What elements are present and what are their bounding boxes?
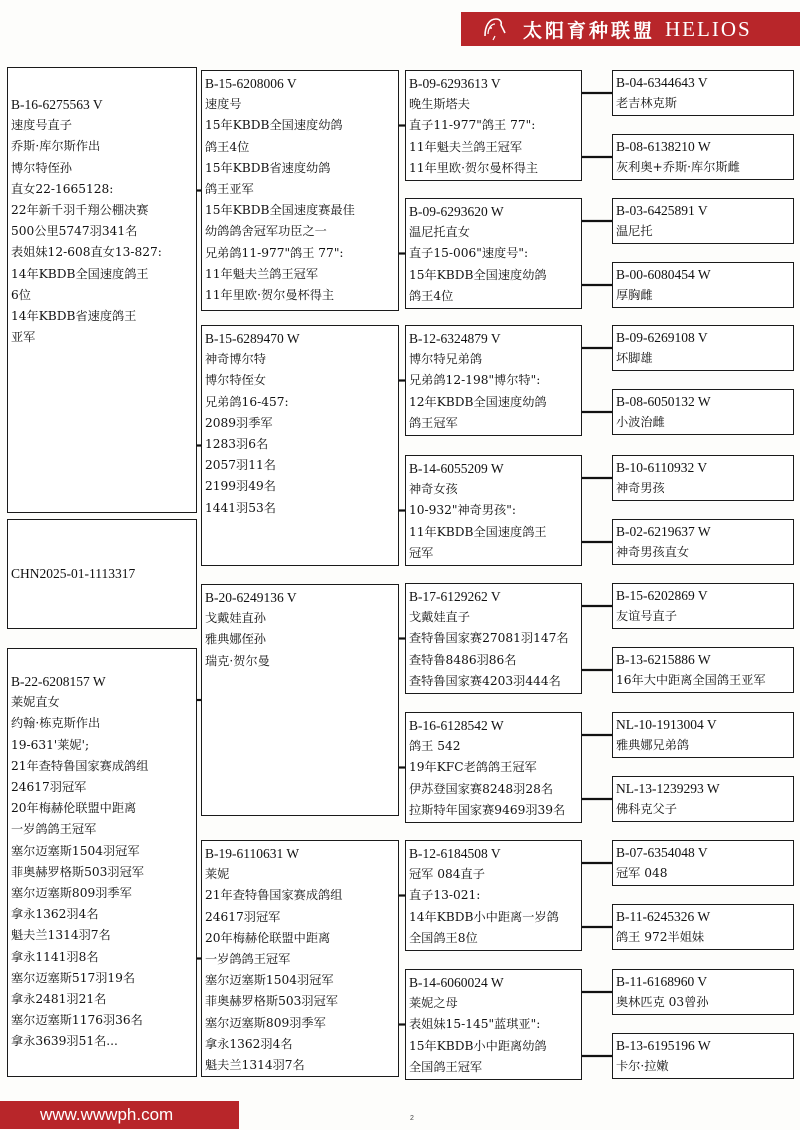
card-line: 拿永2481羽21名 bbox=[11, 992, 107, 1007]
card-line: 10-932"神奇男孩": bbox=[409, 503, 516, 518]
card-line: 查特鲁8486羽86名 bbox=[409, 652, 517, 667]
card-line: 塞尔迈塞斯809羽季军 bbox=[205, 1015, 326, 1030]
great-great-grandparent-card bbox=[612, 904, 794, 950]
card-line: 约翰·栋克斯作出 bbox=[11, 716, 101, 731]
card-line: 友谊号直子 bbox=[616, 609, 677, 623]
great-grandparent-card bbox=[405, 840, 582, 951]
card-line: 雅典娜侄孙 bbox=[205, 632, 266, 647]
sire-card bbox=[7, 67, 197, 513]
card-line: 雅典娜兄弟鸽 bbox=[616, 738, 690, 752]
card-line: 21年查特鲁国家赛成鸽组 bbox=[205, 888, 343, 903]
ring-id: B-04-6344643 V bbox=[616, 75, 708, 90]
card-line: 14年KBDB小中距离一岁鸽 bbox=[409, 909, 559, 924]
card-line: 1283羽6名 bbox=[205, 437, 269, 452]
card-line: 幼鸽鸽舍冠军功臣之一 bbox=[205, 224, 327, 239]
great-great-grandparent-card bbox=[612, 134, 794, 180]
website-link[interactable]: www.wwwph.com bbox=[40, 1105, 174, 1124]
card-line: 神奇女孩 bbox=[409, 482, 458, 497]
card-line: 拿永3639羽51名... bbox=[11, 1034, 118, 1049]
card-line: 鸽王亚军 bbox=[205, 182, 254, 197]
ring-number: CHN2025-01-1113317 bbox=[11, 566, 136, 582]
ring-id: B-09-6269108 V bbox=[616, 330, 708, 345]
grandparent-card bbox=[201, 584, 399, 816]
card-line: 魁夫兰1314羽7名 bbox=[11, 928, 111, 943]
great-great-grandparent-card bbox=[612, 647, 794, 693]
ring-id: B-09-6293620 W bbox=[409, 204, 504, 219]
card-line: 直女22-1665128: bbox=[11, 181, 114, 196]
card-line: 一岁鸽鸽王冠军 bbox=[11, 822, 97, 837]
great-great-grandparent-card bbox=[612, 840, 794, 886]
great-great-grandparent-card bbox=[612, 776, 794, 822]
website-footer bbox=[0, 1101, 239, 1129]
great-grandparent-card bbox=[405, 198, 582, 309]
card-line: 11年里欧·贺尔曼杯得主 bbox=[409, 160, 539, 175]
card-line: 16年大中距离全国鸽王亚军 bbox=[616, 673, 766, 687]
card-line: 全国鸽王冠军 bbox=[409, 1059, 483, 1074]
card-line: 冠军 bbox=[409, 545, 434, 560]
card-line: 24617羽冠军 bbox=[11, 780, 87, 795]
card-line: 鸽王4位 bbox=[409, 288, 454, 303]
great-great-grandparent-card bbox=[612, 198, 794, 244]
card-line: 2089羽季军 bbox=[205, 415, 273, 430]
card-line: 6位 bbox=[11, 287, 31, 302]
card-line: 菲奥赫罗格斯503羽冠军 bbox=[205, 994, 338, 1009]
page-number: 2 bbox=[410, 1115, 414, 1122]
ring-id: B-16-6128542 W bbox=[409, 718, 504, 733]
ring-id: B-08-6050132 W bbox=[616, 394, 711, 409]
card-line: 15年KBDB小中距离幼鸽 bbox=[409, 1038, 547, 1053]
ring-id: B-16-6275563 V bbox=[11, 97, 103, 112]
card-line: 奥林匹克 03曾孙 bbox=[616, 995, 709, 1009]
card-line: 塞尔迈塞斯809羽季军 bbox=[11, 886, 132, 901]
card-line: 15年KBDB全国速度幼鸽 bbox=[205, 118, 343, 133]
card-line: 兄弟鸽12-198"博尔特": bbox=[409, 373, 541, 388]
card-line: 20年梅赫伦联盟中距离 bbox=[11, 801, 137, 816]
ring-id: B-20-6249136 V bbox=[205, 590, 297, 605]
card-line: 兄弟鸽16-457: bbox=[205, 394, 289, 409]
great-great-grandparent-card bbox=[612, 262, 794, 308]
card-line: 鸽王冠军 bbox=[409, 415, 458, 430]
card-line: 500公里5747羽341名 bbox=[11, 224, 138, 239]
ring-id: B-09-6293613 V bbox=[409, 76, 501, 91]
grandparent-card bbox=[201, 840, 399, 1077]
card-line: 12年KBDB全国速度幼鸽 bbox=[409, 394, 547, 409]
card-line: 亚军 bbox=[11, 330, 36, 345]
card-line: 20年梅赫伦联盟中距离 bbox=[205, 930, 331, 945]
great-great-grandparent-card bbox=[612, 389, 794, 435]
card-line: 查特鲁国家赛4203羽444名 bbox=[409, 673, 561, 688]
card-line: 晚生斯塔夫 bbox=[409, 97, 470, 112]
card-line: 塞尔迈塞斯1504羽冠军 bbox=[11, 843, 140, 858]
card-line: 19年KFC老鸽鸽王冠军 bbox=[409, 760, 537, 775]
card-line: 卡尔·拉嫩 bbox=[616, 1059, 669, 1073]
card-line: 鸽王 542 bbox=[409, 739, 461, 754]
great-grandparent-card bbox=[405, 969, 582, 1080]
ring-id: B-15-6208006 V bbox=[205, 76, 297, 91]
great-grandparent-card bbox=[405, 583, 582, 694]
ring-id: B-15-6202869 V bbox=[616, 588, 708, 603]
ring-id: B-11-6168960 V bbox=[616, 974, 708, 989]
brand-name-en: HELIOS bbox=[665, 16, 752, 41]
card-line: 1441羽53名 bbox=[205, 500, 276, 515]
card-line: 塞尔迈塞斯1504羽冠军 bbox=[205, 973, 334, 988]
ring-id: B-07-6354048 V bbox=[616, 845, 708, 860]
card-line: 小波治雌 bbox=[616, 415, 665, 429]
card-line: 莱妮直女 bbox=[11, 695, 60, 710]
card-line: 15年KBDB全国速度赛最佳 bbox=[205, 203, 355, 218]
card-line: 15年KBDB全国速度幼鸽 bbox=[409, 267, 547, 282]
great-great-grandparent-card bbox=[612, 325, 794, 371]
card-line: 塞尔迈塞斯1176羽36名 bbox=[11, 1013, 143, 1028]
ring-id: B-03-6425891 V bbox=[616, 203, 708, 218]
card-line: 22年新千羽千翔公棚决赛 bbox=[11, 203, 149, 218]
card-line: 19-631'莱妮'; bbox=[11, 737, 90, 752]
card-line: 2057羽11名 bbox=[205, 458, 276, 473]
ring-id: B-10-6110932 V bbox=[616, 460, 708, 475]
card-line: 11年里欧·贺尔曼杯得主 bbox=[205, 288, 335, 303]
card-line: 神奇男孩直女 bbox=[616, 545, 690, 559]
great-great-grandparent-card bbox=[612, 583, 794, 629]
card-line: 老吉林克斯 bbox=[616, 96, 677, 110]
brand-name-cn: 太阳育种联盟 bbox=[523, 19, 656, 42]
card-line: 拿永1362羽4名 bbox=[11, 907, 99, 922]
card-line: 11年魁夫兰鸽王冠军 bbox=[409, 139, 523, 154]
card-line: 14年KBDB省速度鸽王 bbox=[11, 309, 137, 324]
great-grandparent-card bbox=[405, 712, 582, 823]
dam-card bbox=[7, 648, 197, 1077]
ring-id: B-11-6245326 W bbox=[616, 909, 711, 924]
card-line: 拿永1141羽8名 bbox=[11, 949, 99, 964]
great-great-grandparent-card bbox=[612, 455, 794, 501]
card-line: 温尼托 bbox=[616, 224, 653, 238]
card-line: 鸽王4位 bbox=[205, 139, 250, 154]
great-grandparent-card bbox=[405, 325, 582, 436]
card-line: 直子11-977"鸽王 77": bbox=[409, 118, 536, 133]
card-line: 兄弟鸽11-977"鸽王 77": bbox=[205, 245, 344, 260]
ring-id: NL-13-1239293 W bbox=[616, 781, 720, 796]
card-line: 瑞克·贺尔曼 bbox=[205, 653, 270, 668]
ring-id: B-00-6080454 W bbox=[616, 267, 711, 282]
card-line: 魁夫兰1314羽7名 bbox=[205, 1058, 305, 1073]
card-line: 塞尔迈塞斯517羽19名 bbox=[11, 970, 136, 985]
ring-id: B-22-6208157 W bbox=[11, 674, 106, 689]
card-line: 表姐妹12-608直女13-827: bbox=[11, 245, 162, 260]
card-line: 温尼托直女 bbox=[409, 225, 470, 240]
grandparent-card bbox=[201, 325, 399, 566]
card-line: 博尔特侄女 bbox=[205, 373, 266, 388]
card-line: 拉斯特年国家赛9469羽39名 bbox=[409, 802, 566, 817]
card-line: 戈戴娃直子 bbox=[409, 610, 470, 625]
card-line: 莱妮 bbox=[205, 867, 230, 882]
card-line: 表姐妹15-145"蓝琪亚": bbox=[409, 1017, 541, 1032]
card-line: 全国鸽王8位 bbox=[409, 930, 478, 945]
card-line: 博尔特侄孙 bbox=[11, 160, 72, 175]
great-grandparent-card bbox=[405, 70, 582, 181]
card-line: 直子15-006"速度号": bbox=[409, 246, 529, 261]
card-line: 莱妮之母 bbox=[409, 996, 458, 1011]
ring-id: B-12-6184508 V bbox=[409, 846, 501, 861]
ring-id: B-02-6219637 W bbox=[616, 524, 711, 539]
card-line: 鸽王 972半姐妹 bbox=[616, 930, 705, 944]
card-line: 博尔特兄弟鸽 bbox=[409, 352, 483, 367]
card-line: 乔斯·库尔斯作出 bbox=[11, 139, 101, 154]
card-line: 2199羽49名 bbox=[205, 479, 276, 494]
card-line: 直子13-021: bbox=[409, 888, 481, 903]
card-line: 冠军 048 bbox=[616, 866, 668, 880]
ring-id: B-08-6138210 W bbox=[616, 139, 711, 154]
card-line: 14年KBDB全国速度鸽王 bbox=[11, 266, 149, 281]
ring-id: B-13-6195196 W bbox=[616, 1038, 711, 1053]
great-great-grandparent-card bbox=[612, 1033, 794, 1079]
card-line: 11年魁夫兰鸽王冠军 bbox=[205, 266, 319, 281]
brand-banner bbox=[461, 12, 800, 46]
great-grandparent-card bbox=[405, 455, 582, 566]
card-line: 拿永1362羽4名 bbox=[205, 1036, 293, 1051]
ring-id: B-13-6215886 W bbox=[616, 652, 711, 667]
card-line: 11年KBDB全国速度鸽王 bbox=[409, 524, 547, 539]
card-line: 菲奥赫罗格斯503羽冠军 bbox=[11, 864, 144, 879]
card-line: 神奇男孩 bbox=[616, 481, 665, 495]
card-line: 坏脚雄 bbox=[616, 351, 653, 365]
great-great-grandparent-card bbox=[612, 519, 794, 565]
card-line: 厚胸雌 bbox=[616, 288, 653, 302]
ring-id: B-19-6110631 W bbox=[205, 846, 300, 861]
card-line: 15年KBDB省速度幼鸽 bbox=[205, 160, 331, 175]
great-great-grandparent-card bbox=[612, 70, 794, 116]
horse-head-icon bbox=[479, 14, 509, 44]
ring-id: B-14-6055209 W bbox=[409, 461, 504, 476]
ring-id: B-15-6289470 W bbox=[205, 331, 300, 346]
great-great-grandparent-card bbox=[612, 712, 794, 758]
card-line: 查特鲁国家赛27081羽147名 bbox=[409, 631, 569, 646]
card-line: 冠军 084直子 bbox=[409, 867, 485, 882]
ring-id: B-14-6060024 W bbox=[409, 975, 504, 990]
card-line: 伊苏登国家赛8248羽28名 bbox=[409, 781, 554, 796]
card-line: 24617羽冠军 bbox=[205, 909, 281, 924]
ring-id: B-17-6129262 V bbox=[409, 589, 501, 604]
card-line: 速度号直子 bbox=[11, 118, 72, 133]
card-line: 神奇博尔特 bbox=[205, 352, 266, 367]
grandparent-card bbox=[201, 70, 399, 311]
great-great-grandparent-card bbox=[612, 969, 794, 1015]
card-line: 戈戴娃直孙 bbox=[205, 611, 266, 626]
ring-number-card bbox=[7, 519, 197, 629]
ring-id: NL-10-1913004 V bbox=[616, 717, 717, 732]
card-line: 速度号 bbox=[205, 97, 242, 112]
ring-id: B-12-6324879 V bbox=[409, 331, 501, 346]
card-line: 一岁鸽鸽王冠军 bbox=[205, 952, 291, 967]
card-line: 灰利奥+乔斯·库尔斯雌 bbox=[616, 160, 740, 174]
card-line: 21年查特鲁国家赛成鸽组 bbox=[11, 758, 149, 773]
card-line: 佛科克父子 bbox=[616, 802, 677, 816]
